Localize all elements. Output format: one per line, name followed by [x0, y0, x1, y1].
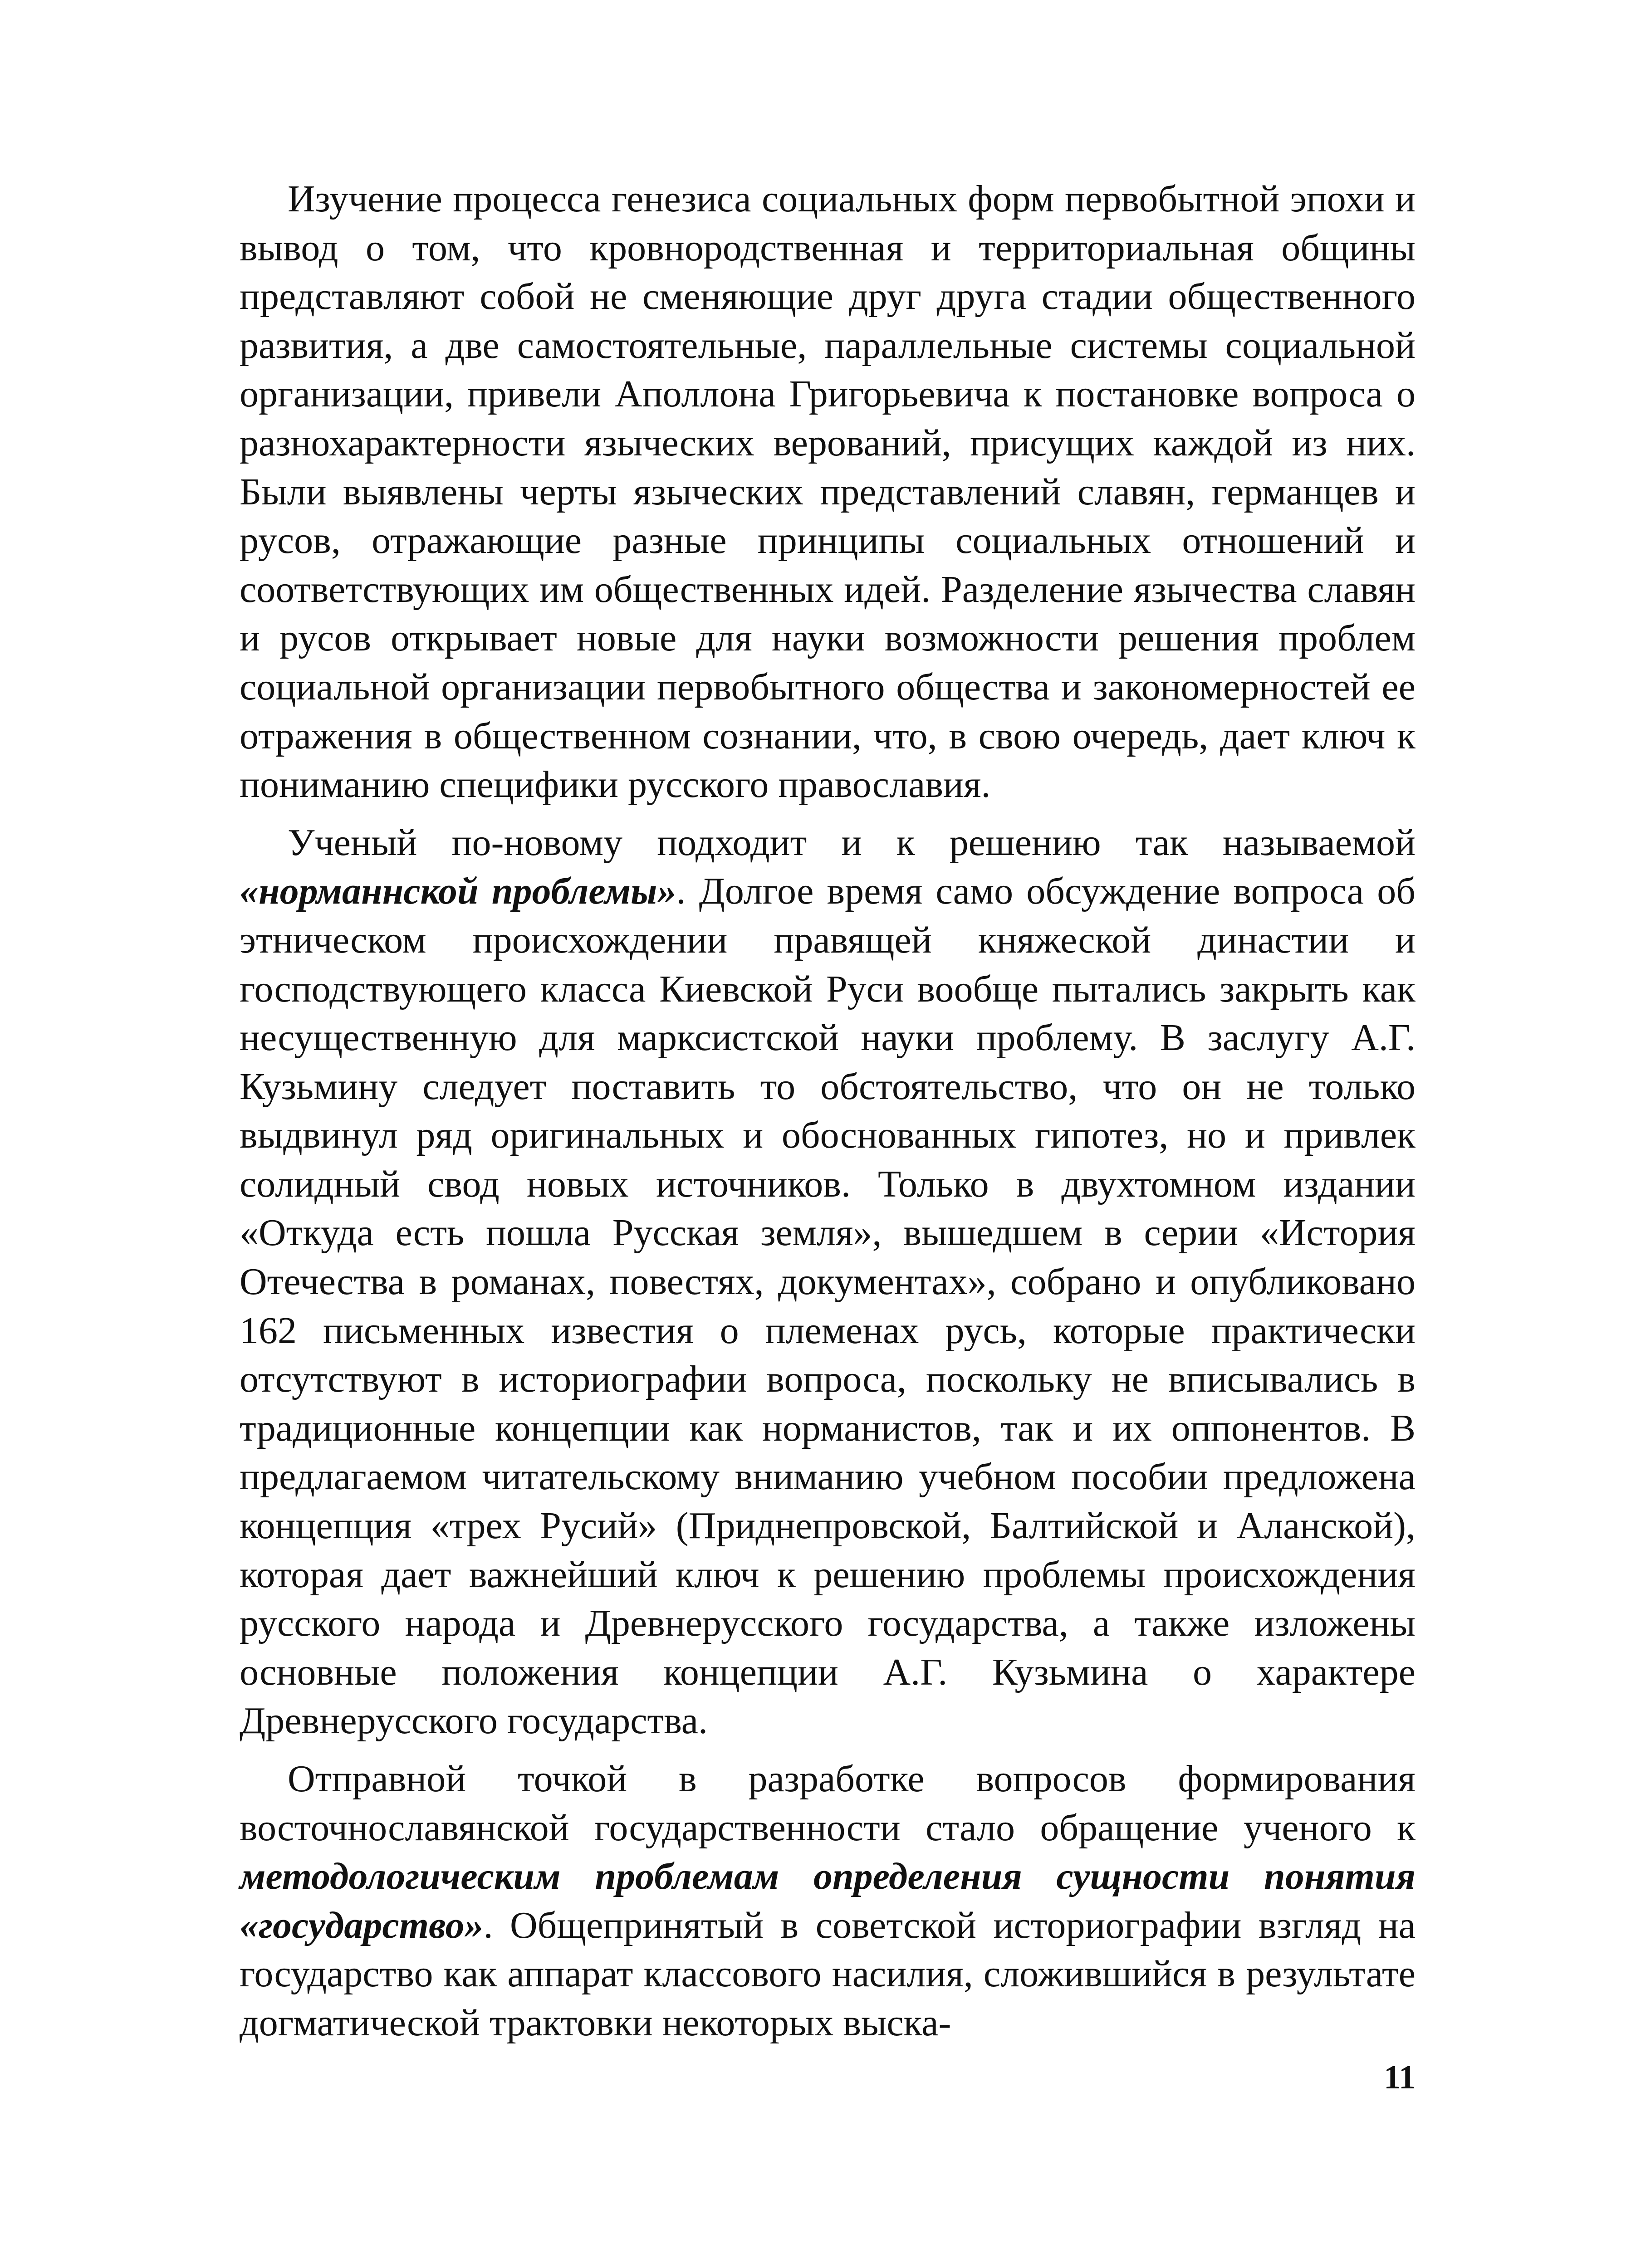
- paragraph-3: [240, 1755, 1416, 2048]
- page-number: 11: [1384, 2059, 1416, 2096]
- paragraph-3-start: Отправной точкой в разработке вопросов формирования восточнославянской государственности стало обращение ученого к: [240, 1758, 1416, 1849]
- paragraph-3-rest: . Общепринятый в советской историографии взгляд на государство как аппарат классового насилия, сложившийся в результате догматической трактовки некоторых выска-: [240, 1904, 1416, 2044]
- paragraph-1: [240, 175, 1416, 809]
- paragraph-2-rest: . Долгое время само обсуждение вопроса об этническом происхождении правящей княжеской династии и господствующего класса Киевской Руси вообще пытались закрыть как несущественную для марксистской науки проблему. В заслугу А.Г. Кузьмину следует поставить то обстоятельство, что он не только выдвинул ряд оригинальных и обоснованных гипотез, но и привлек солидный свод новых источников. Только в двухтомном издании «Откуда есть пошла Русская земля», вышедшем в серии «История Отечества в романах, повестях, документах», собрано и опубликовано 162 письменных известия о племенах русь, которые практически отсутствуют в историографии вопроса, поскольку не вписывались в традиционные концепции как норманистов, так и их оппонентов. В предлагаемом читательскому вниманию учебном пособии предложена концепция «трех Русий» (Приднепровской, Балтийской и Аланской), которая дает важнейший ключ к решению проблемы происхождения русского народа и Древнерусского государства, а также изложены основные положения концепции А.Г. Кузьмина о характере Древнерусского государства.: [240, 870, 1416, 1742]
- paragraph-3-emphasis: методологическим проблемам определения сущности понятия «государство»: [240, 1855, 1416, 1946]
- paragraph-2-start: Ученый по-новому подходит и к решению так называемой: [288, 821, 1416, 864]
- paragraph-2-emphasis: «норманнской проблемы»: [240, 870, 676, 913]
- paragraph-2: [240, 818, 1416, 1745]
- paragraph-1-text: Изучение процесса генезиса социальных форм первобытной эпохи и вывод о том, что кровнородственная и территориальная общины представляют собой не сменяющие друг друга стадии общественного развития, а две самостоятельные, параллельные системы социальной организации, привели Аполлона Григорьевича к постановке вопроса о разнохарактерности языческих верований, присущих каждой из них. Были выявлены черты языческих представлений славян, германцев и русов, отражающие разные принципы социальных отношений и соответствующих им общественных идей. Разделение язычества славян и русов открывает новые для науки возможности решения проблем социальной организации первобытного общества и закономерностей ее отражения в общественном сознании, что, в свою очередь, дает ключ к пониманию специфики русского православия.: [240, 178, 1416, 806]
- body-text: [240, 175, 1416, 2048]
